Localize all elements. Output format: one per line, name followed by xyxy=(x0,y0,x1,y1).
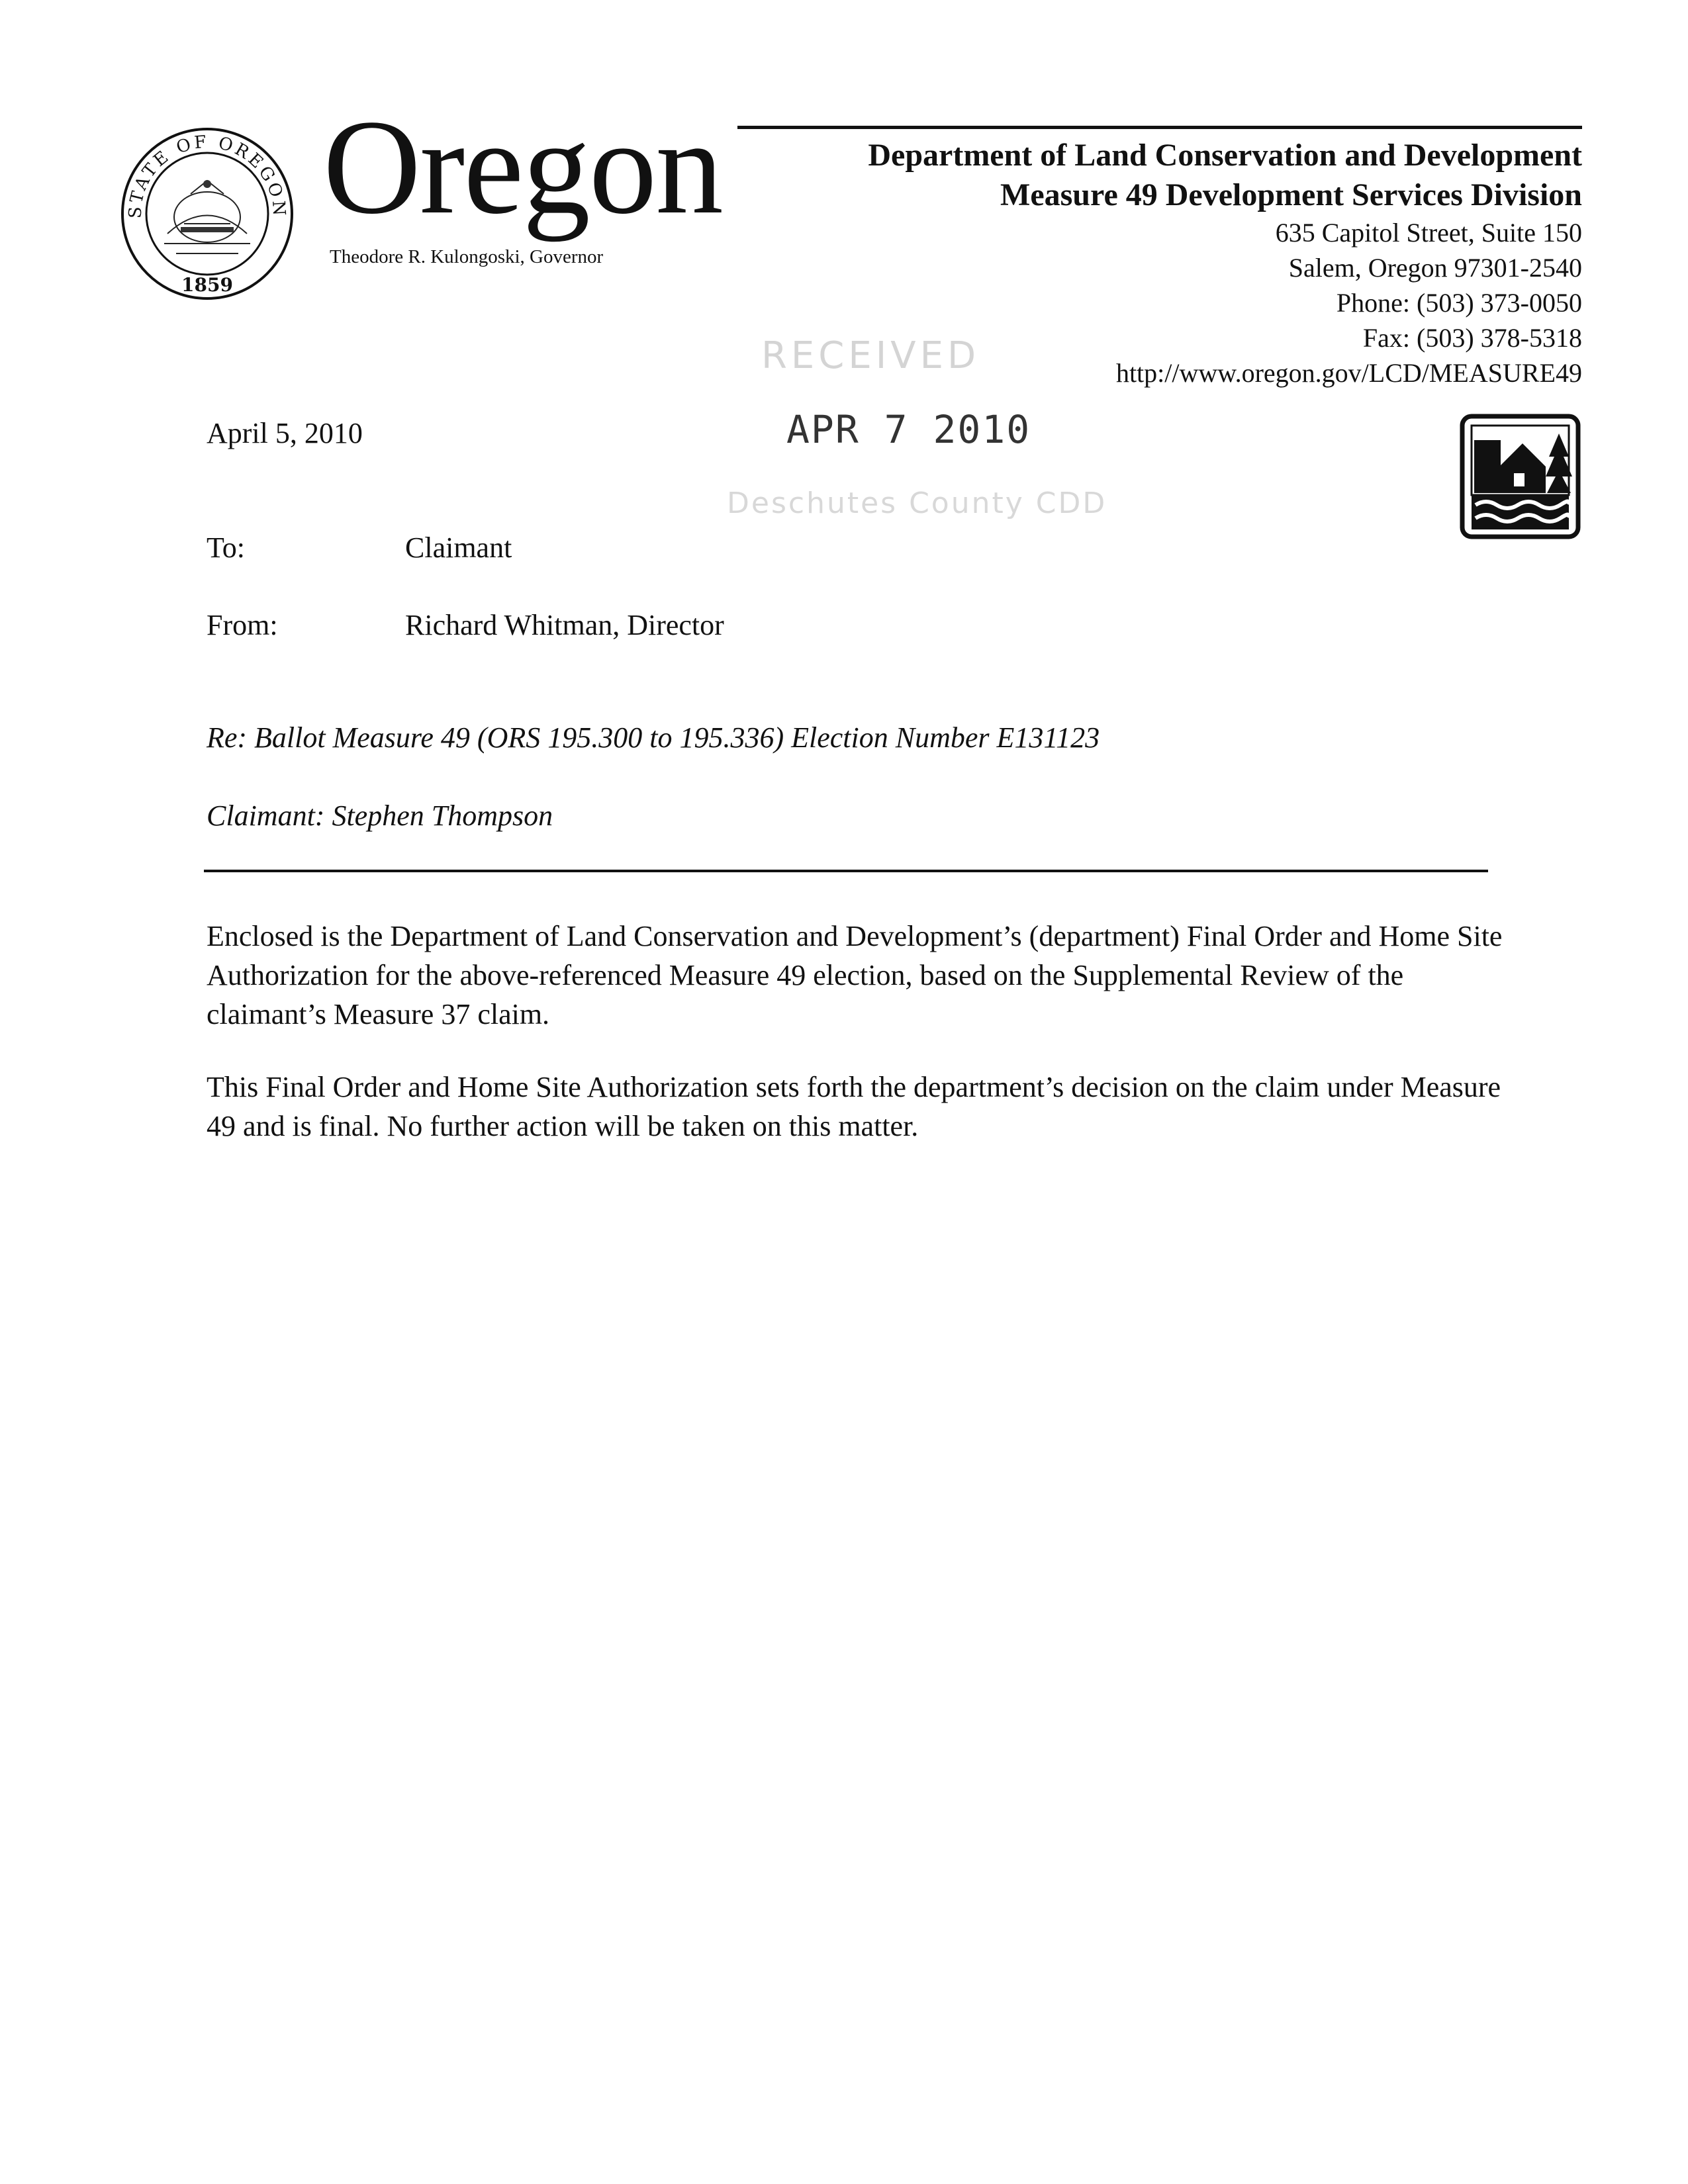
header-rule xyxy=(737,126,1582,129)
from-value: Richard Whitman, Director xyxy=(405,609,724,641)
seal-year: 1859 xyxy=(181,274,233,296)
subject-line: Re: Ballot Measure 49 (ORS 195.300 to 195.336) Election Number E131123 xyxy=(207,721,1100,754)
to-label: To: xyxy=(207,531,246,564)
body-paragraph-2: This Final Order and Home Site Authorization sets forth the department’s decision on the claim under Measure 49 and is final. No further action will be taken on this matter. xyxy=(207,1071,1501,1142)
fax-number: Fax: (503) 378-5318 xyxy=(1362,323,1582,353)
received-stamp: RECEIVED xyxy=(761,334,980,377)
received-stamp-county: Deschutes County CDD xyxy=(727,486,1107,520)
governor-name: Theodore R. Kulongoski, Governor xyxy=(330,246,604,267)
division-name: Measure 49 Development Services Division xyxy=(1000,177,1582,212)
body-paragraph-1: Enclosed is the Department of Land Conservation and Development’s (department) Final Order and Home Site Authorization for the above-referenced Measure 49 election, based on the Supplemental Review of the claimant’s Measure 37 claim. xyxy=(207,920,1503,1030)
state-name-wordmark: Oregon xyxy=(323,92,722,242)
section-divider xyxy=(204,870,1488,872)
svg-text:STATE OF OREGON: STATE OF OREGON xyxy=(125,132,289,219)
department-name: Department of Land Conservation and Development xyxy=(868,138,1582,173)
letter-date: April 5, 2010 xyxy=(207,417,363,449)
website-url[interactable]: http://www.oregon.gov/LCD/MEASURE49 xyxy=(1115,358,1582,388)
to-value: Claimant xyxy=(405,531,512,564)
from-label: From: xyxy=(207,609,278,641)
claimant-line: Claimant: Stephen Thompson xyxy=(207,799,553,832)
address-line-2: Salem, Oregon 97301-2540 xyxy=(1288,253,1582,283)
oregon-state-seal xyxy=(118,118,297,310)
dlcd-logo-icon xyxy=(1460,414,1581,539)
address-line-1: 635 Capitol Street, Suite 150 xyxy=(1275,218,1582,248)
phone-number: Phone: (503) 373-0050 xyxy=(1336,288,1582,318)
received-stamp-date: APR 7 2010 xyxy=(786,407,1031,452)
